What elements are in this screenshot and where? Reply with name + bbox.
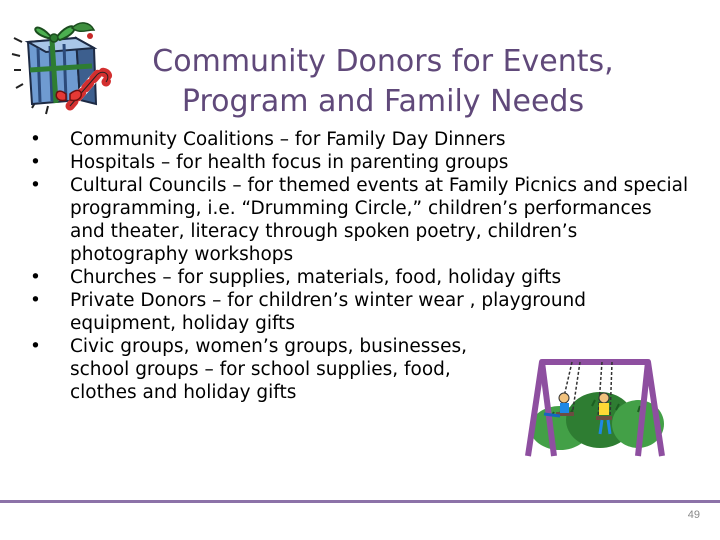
bullet-item: • Churches – for supplies, materials, food, holiday gifts: [30, 266, 690, 289]
bullet-item: • Private Donors – for children’s winter wear , playground equipment, holiday gifts: [30, 289, 690, 335]
bullet-item: • Community Coalitions – for Family Day Dinners: [30, 128, 690, 151]
playground-swing-icon: [520, 358, 668, 458]
page-number: 49: [687, 509, 700, 521]
bullet-item: • Hospitals – for health focus in parenting groups: [30, 151, 690, 174]
footer-divider: [0, 500, 720, 503]
slide-title-line-1: Community Donors for Events,: [152, 44, 614, 80]
bullet-item: • Cultural Councils – for themed events at Family Picnics and special programming, i.e. “Drumming Circle,” children’s performances and theater, literacy through spoken poetry, children’s photography workshops: [30, 174, 690, 266]
slide-title: [88, 42, 678, 122]
slide-title-line-2: Program and Family Needs: [181, 84, 585, 120]
bullet-item: • Civic groups, women’s groups, businesses, school groups – for school supplies, food, clothes and holiday gifts: [30, 335, 690, 404]
